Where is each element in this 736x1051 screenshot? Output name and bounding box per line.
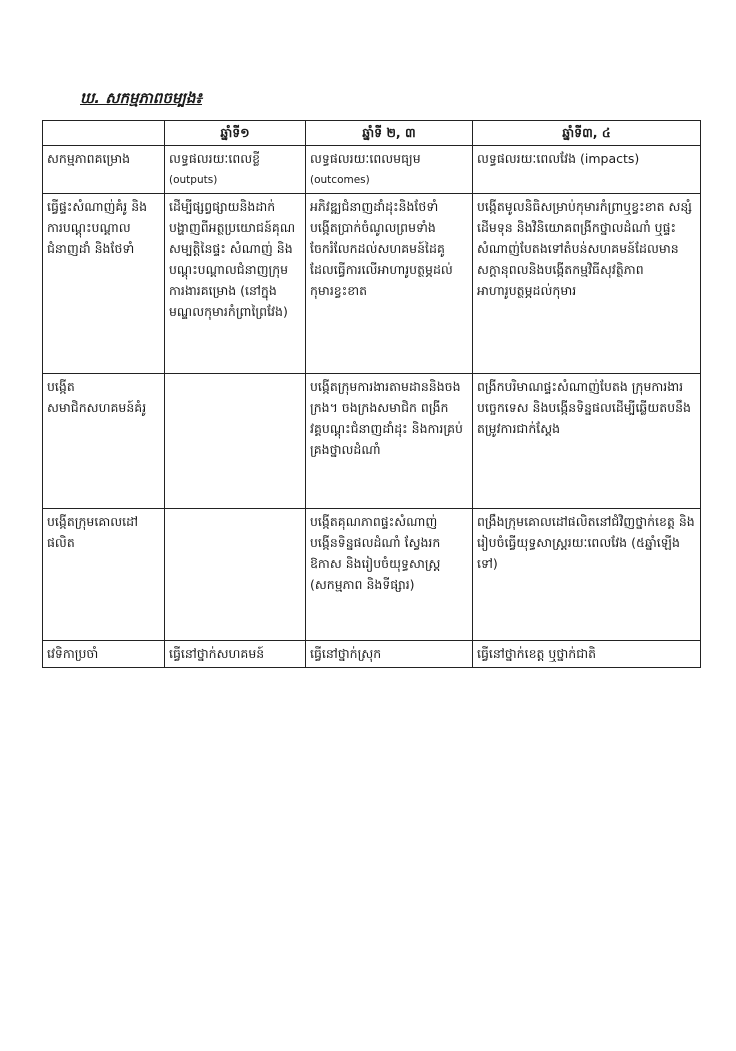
main-activities-table (42, 120, 701, 668)
output-cell: ដើម្បីផ្សព្វផ្សាយនិងដាក់បង្ហាញពីអត្ថប្រយោជន៍គុណសម្បត្តិនៃផ្ទះ សំណាញ់ និងបណ្តុះបណ្តាលជំនាញក្រុមការងារគម្រោង (នៅក្នុងមណ្ឌលកុមារកំព្រាព្រៃវែង) (165, 194, 306, 374)
activity-cell: បង្កើតក្រុមគោលដៅផលិត (43, 509, 165, 641)
table-row (43, 146, 701, 194)
outcome-cell: បង្កើតក្រុមការងារតាមដាននិងចងក្រង។ ចងក្រងសមាជិក ពង្រីកវគ្គបណ្តុះជំនាញដាំដុះ និងការគ្រប់គ្រងថ្នាលដំណាំ (306, 374, 473, 509)
header-year-2-3: ឆ្នាំទី ២, ៣ (306, 121, 473, 146)
short-term-result-label: លទ្ធផលរយៈពេលខ្លី (169, 151, 261, 166)
table-row (43, 374, 701, 509)
impact-cell: ពង្រីកបរិមាណផ្ទះសំណាញ់បែតង ក្រុមការងារបច្ចេកទេស និងបង្កើនទិន្នផលដើម្បីឆ្លើយតបនឹងតម្រូវការជាក់ស្តែង (473, 374, 701, 509)
mid-term-result-label: លទ្ធផលរយៈពេលមធ្យម (310, 151, 421, 166)
table-header-row (43, 121, 701, 146)
outcome-cell: អភិវឌ្ឍជំនាញដាំដុះនិងថែទាំ បង្កើតប្រាក់ចំណូលព្រមទាំងចែករំលែកដល់សហគមន៍ដៃគូដែលធ្វើការលើអាហារូបត្ថម្ភដល់កុមារខ្វះខាត (306, 194, 473, 374)
output-cell (165, 146, 306, 194)
table-row (43, 509, 701, 641)
activity-cell: សកម្មភាពគម្រោង (43, 146, 165, 194)
activity-cell: ធ្វើផ្ទះសំណាញ់គំរូ និងការបណ្តុះបណ្តាលជំនាញដាំ និងថែទាំ (43, 194, 165, 374)
activity-cell: បង្កើតសមាជិកសហគមន៍គំរូ (43, 374, 165, 509)
outcomes-label: (outcomes) (310, 174, 370, 186)
header-year-1: ឆ្នាំទី១ (165, 121, 306, 146)
impact-cell: បង្កើតមូលនិធិសម្រាប់កុមារកំព្រាឬខ្វះខាត សន្សំដើមទុន និងវិនិយោគពង្រីកថ្នាលដំណាំ ឬផ្ទះសំណាញ់បែតងទៅតំបន់សហគមន៍ដែលមានសក្តានុពលនិងបង្កើតកម្មវិធីសុវត្ថិភាពអាហារូបត្ថម្ភដល់កុមារ (473, 194, 701, 374)
table-row (43, 641, 701, 668)
output-cell: ធ្វើនៅថ្នាក់សហគមន៍ (165, 641, 306, 668)
header-year-3-4: ឆ្នាំទី៣, ៤ (473, 121, 701, 146)
activity-cell: វេទិកាប្រចាំ (43, 641, 165, 668)
outcome-cell (306, 146, 473, 194)
outcome-cell: ធ្វើនៅថ្នាក់ស្រុក (306, 641, 473, 668)
outputs-label: (outputs) (169, 174, 218, 186)
output-cell (165, 509, 306, 641)
impact-cell: ធ្វើនៅថ្នាក់ខេត្ត ឬថ្នាក់ជាតិ (473, 641, 701, 668)
table-row (43, 194, 701, 374)
outcome-cell: បង្កើតគុណភាពផ្ទះសំណាញ់ បង្កើនទិន្នផលដំណាំ ស្វែងរកឱកាស និងរៀបចំយុទ្ធសាស្ត្រ (សកម្មភាព និងទីផ្សារ) (306, 509, 473, 641)
impact-cell: លទ្ធផលរយៈពេលវែង (impacts) (473, 146, 701, 194)
header-blank-cell (43, 121, 165, 146)
impact-cell: ពង្រឹងក្រុមគោលដៅផលិតនៅជំវិញថ្នាក់ខេត្ត និងរៀបចំធ្វើយុទ្ធសាស្ត្ររយៈពេលវែង (៥ឆ្នាំឡើងទៅ) (473, 509, 701, 641)
section-heading: ឃ. សកម្មភាពចម្បង៖ (80, 89, 202, 107)
output-cell (165, 374, 306, 509)
